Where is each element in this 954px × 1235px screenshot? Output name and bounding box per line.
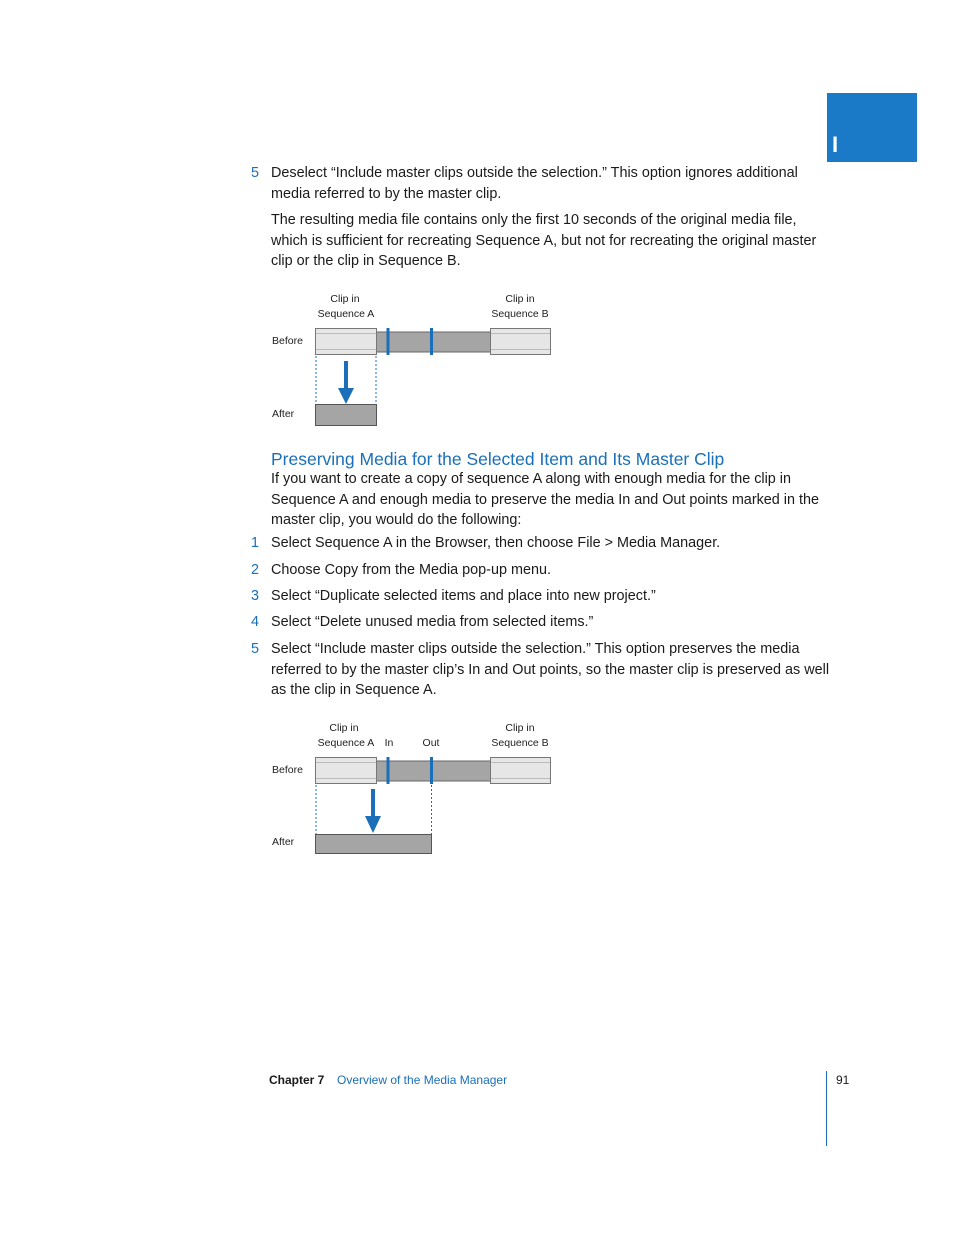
step-number: 2 bbox=[251, 562, 260, 578]
step-number: 5 bbox=[251, 641, 260, 657]
page-number: 91 bbox=[836, 1073, 850, 1087]
step-text: Deselect “Include master clips outside the selection.” This option ignores additional media referred to by the master clip. bbox=[271, 165, 798, 202]
clip-b-label-line1: Clip in bbox=[505, 293, 535, 305]
master-clip-bar bbox=[376, 761, 491, 781]
footer-divider bbox=[826, 1071, 827, 1146]
step-text: Select Sequence A in the Browser, then choose File > Media Manager. bbox=[271, 535, 721, 551]
before-label: Before bbox=[272, 335, 303, 347]
step-number: 3 bbox=[251, 588, 260, 604]
clip-a-label-line1: Clip in bbox=[330, 293, 360, 305]
step-text: Select “Delete unused media from selected items.” bbox=[271, 614, 594, 630]
in-point-marker bbox=[387, 757, 390, 784]
clip-a-label-line1: Clip in bbox=[329, 722, 359, 734]
section-heading: Preserving Media for the Selected Item and Its Master Clip bbox=[271, 449, 725, 469]
clip-b-label-line1: Clip in bbox=[505, 722, 535, 734]
before-label: Before bbox=[272, 764, 303, 776]
step-number: 4 bbox=[251, 614, 260, 630]
clip-after bbox=[316, 835, 432, 854]
clip-a-label-line2: Sequence A bbox=[317, 737, 375, 749]
arrow-shaft bbox=[371, 789, 375, 817]
clip-a-label-line2: Sequence A bbox=[317, 308, 375, 320]
after-label: After bbox=[272, 836, 295, 848]
result-paragraph: The resulting media file contains only the first 10 seconds of the original media file, which is sufficient for recreating Sequence A, but not for recreating the original master clip or the clip in Sequence B. bbox=[271, 212, 817, 269]
after-label: After bbox=[272, 408, 295, 420]
step-text: Select “Include master clips outside the selection.” This option preserves the media referred to by the master clip’s In and Out points, so the master clip is preserved as well as the clip in Sequence A. bbox=[271, 641, 830, 698]
clip-a-before bbox=[316, 758, 377, 784]
clip-b-label-line2: Sequence B bbox=[491, 737, 549, 749]
clip-b-label-line2: Sequence B bbox=[491, 308, 549, 320]
step-number: 1 bbox=[251, 535, 260, 551]
out-label: Out bbox=[422, 737, 440, 749]
out-point-marker bbox=[430, 757, 433, 784]
clip-b-before bbox=[491, 758, 551, 784]
step-text: Select “Duplicate selected items and place into new project.” bbox=[271, 588, 656, 604]
step-number: 5 bbox=[251, 165, 260, 181]
footer-chapter: Chapter 7 bbox=[269, 1073, 325, 1087]
step-text: Choose Copy from the Media pop-up menu. bbox=[271, 562, 551, 578]
footer-chapter-title: Overview of the Media Manager bbox=[337, 1073, 508, 1087]
section-intro: If you want to create a copy of sequence A along with enough media for the clip in Sequence A and enough media to preserve the media In and Out points marked in the master clip, you would do the following: bbox=[271, 471, 820, 528]
in-label: In bbox=[384, 737, 394, 749]
arrow-head bbox=[365, 816, 381, 833]
chapter-tab-glyph: I bbox=[832, 132, 839, 157]
